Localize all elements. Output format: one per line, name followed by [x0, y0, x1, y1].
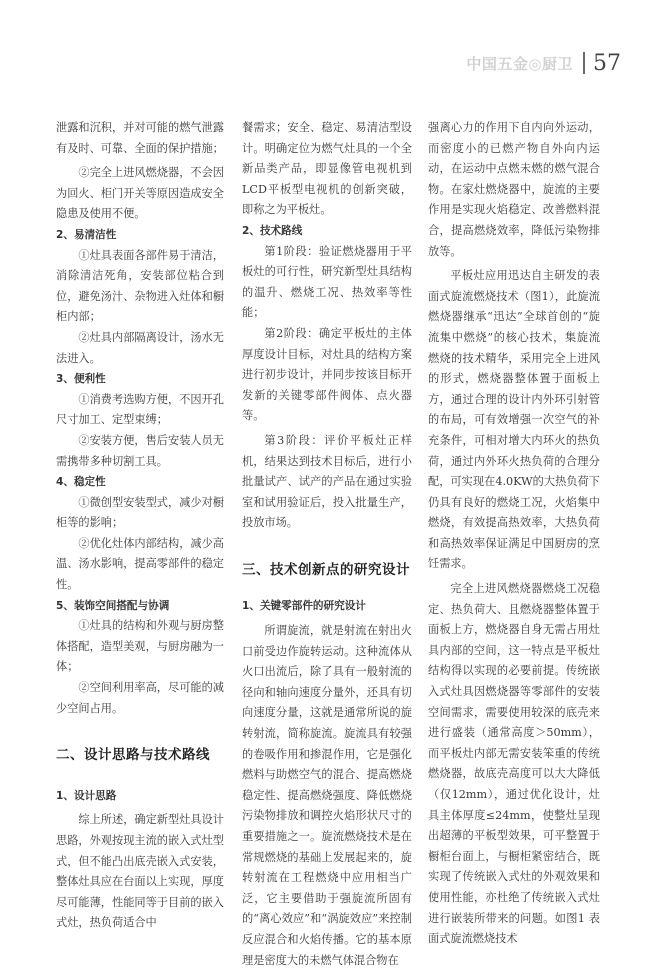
- paragraph: 第3阶段：评价平板灶正样机，结果达到技术目标后，进行小批量试产、试产的产品在通过实验室和试用验证后，投入批量生产，投放市场。: [242, 433, 412, 530]
- paragraph: 强离心力的作用下自内向外运动，而密度小的已燃产物自外向内运动，在运动中点燃未燃的燃气混合物。在家灶燃烧器中，旋流的主要作用是实现火焰稳定、改善燃料混合，提高燃烧效率，降低污染物排放等。: [428, 121, 600, 258]
- column-left: [56, 118, 224, 934]
- subsection-heading: 2、易清洁性: [56, 228, 117, 241]
- paragraph: ②优化灶体内部结构，减少高温、汤水影响，提高零部件的稳定性。: [56, 536, 224, 592]
- paragraph: ①消费考选购方便，不因开孔尺寸加工、定型束缚；: [56, 392, 224, 427]
- paragraph: 完全上进风燃烧器燃烧工况稳定、热负荷大、且燃烧器整体置于面板上方，燃烧器自身无需占用灶具内部的空间，这一特点是平板灶结构得以实现的必要前提。传统嵌入式灶具因燃烧器等零部件的安装空间需求，需要使用较深的底壳来进行盛装（通常高度＞50mm），而平板灶内部无需安装笨重的传统燃烧器，故底壳高度可以大大降低（仅12mm），通过优化设计，灶具主体厚度≤24mm，使整灶呈现出超薄的平板型效果，可平整置于橱柜台面上，与橱柜紧密结合，既实现了传统嵌入式灶的外观效果和使用性能，亦杜绝了传统嵌入式灶进行嵌装所带来的问题。如图1 表面式旋流燃烧技术: [428, 582, 600, 946]
- paragraph: 第1阶段：验证燃烧器用于平板灶的可行性，研究新型灶具结构的温升、燃烧工况、热效率等性能；: [242, 244, 412, 320]
- paragraph: ②灶具内部隔离设计，汤水无法进入。: [56, 330, 224, 365]
- subsection-heading: 3、便利性: [56, 373, 106, 386]
- column-right: [428, 118, 600, 950]
- paragraph: ②安装方便，售后安装人员无需携带多种切割工具。: [56, 433, 224, 468]
- section-heading: 三、技术创新点的研究设计: [242, 561, 410, 578]
- paragraph: 第2阶段：确定平板灶的主体厚度设计目标，对灶具的结构方案进行初步设计，并同步按该目标开发新的关键零部件阀体、点火器等。: [242, 326, 412, 423]
- page-number: 57: [593, 50, 621, 76]
- paragraph: 泄露和沉积，并对可能的燃气泄露有及时、可靠、全面的保护措施；: [56, 121, 224, 155]
- paragraph: 平板灶应用迅达自主研发的表面式旋流燃烧技术（图1），此旋流燃烧器继承“迅达”全球首创的“旋流集中燃烧”的核心技术，集旋流燃烧的技术精华，采用完全上进风的形式，燃烧器整体置于面板上方，通过合理的设计内外环引射管的布局，可有效增强一次空气的补充条件，可相对增大内环火的热负荷，通过内外环火热负荷的合理分配，可实现在4.0KW的大热负荷下仍具有良好的燃烧工况，火焰集中燃烧，有效提高热效率，大热负荷和高热效率保证满足中国厨房的烹饪需求。: [428, 269, 600, 571]
- paragraph: ②空间利用率高，尽可能的减少空间占用。: [56, 681, 224, 715]
- paragraph: ②完全上进风燃烧器，不会因为回火、柜门开关等原因造成安全隐患及使用不便。: [56, 166, 224, 221]
- header-divider: [583, 52, 585, 74]
- paragraph: 餐需求；安全、稳定、易清洁型设计。明确定位为燃气灶具的一个全新品类产品，即显像管电视机到LCD平板型电视机的创新突破，即称之为平板灶。: [242, 121, 412, 217]
- subsection-heading: 4、稳定性: [56, 476, 106, 489]
- section-heading: 二、设计思路与技术路线: [56, 747, 210, 764]
- paragraph: ①微创型安装型式，减少对橱柜等的影响；: [56, 495, 224, 530]
- subsection-heading: 5、装饰空间搭配与协调: [56, 599, 170, 612]
- paragraph: ①灶具表面各部件易于清洁，消除清洁死角，安装部位粘合到位，避免汤汁、杂物进入灶体和橱柜内部；: [56, 248, 224, 324]
- page-header: [466, 48, 621, 78]
- magazine-brand: 中国五金◎厨卫: [466, 54, 573, 73]
- paragraph: ①灶具的结构和外观与厨房整体搭配，造型美观，与厨房融为一体；: [56, 619, 224, 674]
- subsection-heading: 1、设计思路: [56, 789, 117, 802]
- subsection-heading: 1、关键零部件的研究设计: [242, 600, 366, 613]
- subsection-heading: 2、技术路线: [242, 224, 303, 237]
- paragraph: 综上所述，确定新型灶具设计思路，外观按现主流的嵌入式灶型式，但不能凸出底壳嵌入式安装，整体灶具应在台面以上实现，厚度尽可能薄，性能同等于目前的嵌入式灶，热负荷适合中: [56, 813, 224, 930]
- paragraph: 所谓旋流，就是射流在射出火口前受边作旋转运动。这种流体从火口出流后，除了具有一般射流的径向和轴向速度分量外，还具有切向速度分量，这就是通常所说的旋转射流，简称旋流。旋流具有较强的卷吸作用和掺混作用，它是强化燃料与助燃空气的混合、提高燃烧稳定性、提高燃烧强度、降低燃烧污染物排放和调控火焰形状尺寸的重要措施之一。旋流燃烧技术是在常规燃烧的基础上发展起来的，旋转射流在工程燃烧中应用相当广泛，它主要借助于强旋流所固有的“离心效应”和“涡旋效应”来控制反应混合和火焰传播。它的基本原理是密度大的未燃气体混合物在: [242, 624, 412, 967]
- column-middle: [242, 118, 412, 971]
